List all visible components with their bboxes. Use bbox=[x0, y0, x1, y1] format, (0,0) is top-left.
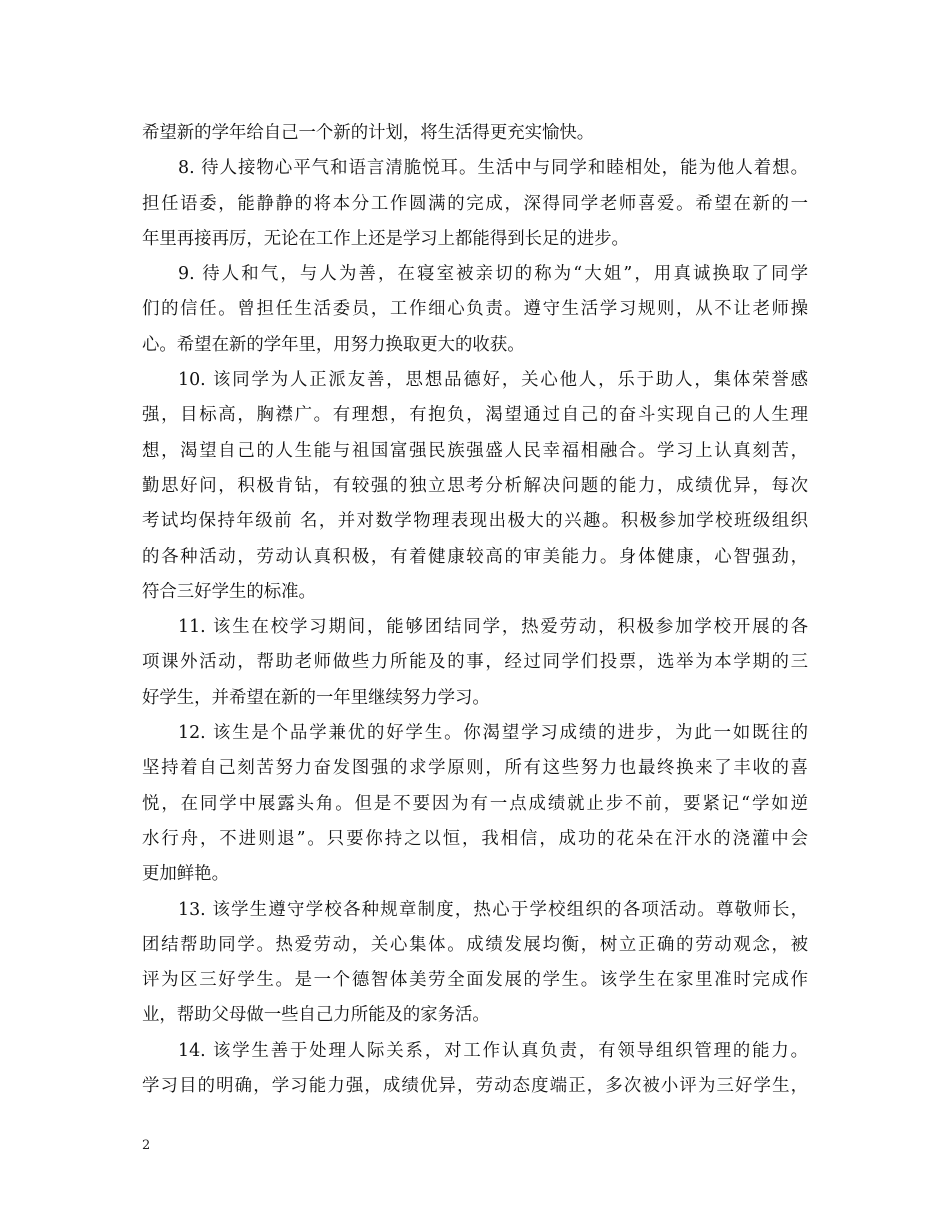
text-line: 的各种活动，劳动认真积极，有着健康较高的审美能力。身体健康，心智强劲， bbox=[142, 546, 808, 567]
text-line: 担任语委，能静静的将本分工作圆满的完成，深得同学老师喜爱。希望在新的一 bbox=[142, 193, 808, 214]
text-line: 们的信任。曾担任生活委员，工作细心负责。遵守生活学习规则，从不让老师操 bbox=[142, 299, 808, 320]
text-line: 10. 该同学为人正派友善，思想品德好，关心他人，乐于助人，集体荣誉感 bbox=[178, 370, 808, 391]
text-line: 符合三好学生的标准。 bbox=[142, 581, 316, 602]
text-line: 11. 该生在校学习期间，能够团结同学，热爱劳动，积极参加学校开展的各 bbox=[178, 617, 808, 638]
text-line: 12. 该生是个品学兼优的好学生。你渴望学习成绩的进步，为此一如既往的 bbox=[178, 723, 808, 744]
text-line: 强，目标高，胸襟广。有理想，有抱负，渴望通过自己的奋斗实现自己的人生理 bbox=[142, 405, 808, 426]
text-line: 想，渴望自己的人生能与祖国富强民族强盛人民幸福相融合。学习上认真刻苦， bbox=[142, 440, 808, 461]
text-line: 业，帮助父母做一些自己力所能及的家务活。 bbox=[142, 1005, 490, 1026]
text-line: 学习目的明确，学习能力强，成绩优异，劳动态度端正，多次被小评为三好学生， bbox=[142, 1076, 808, 1097]
text-line: 希望新的学年给自己一个新的计划，将生活得更充实愉快。 bbox=[142, 123, 595, 143]
text-line: 考试均保持年级前 名，并对数学物理表现出极大的兴趣。积极参加学校班级组织 bbox=[142, 511, 808, 532]
text-line: 14. 该学生善于处理人际关系，对工作认真负责，有领导组织管理的能力。 bbox=[178, 1040, 808, 1061]
text-line: 心。希望在新的学年里，用努力换取更大的收获。 bbox=[142, 334, 525, 355]
text-line: 团结帮助同学。热爱劳动，关心集体。成绩发展均衡，树立正确的劳动观念，被 bbox=[142, 934, 808, 955]
text-line: 好学生，并希望在新的一年里继续努力学习。 bbox=[142, 687, 490, 708]
text-line: 悦，在同学中展露头角。但是不要因为有一点成绩就止步不前，要紧记“学如逆 bbox=[142, 793, 808, 814]
text-line: 更加鲜艳。 bbox=[142, 864, 229, 885]
text-line: 勤思好问，积极肯钻，有较强的独立思考分析解决问题的能力，成绩优异，每次 bbox=[142, 475, 808, 496]
text-line: 坚持着自己刻苦努力奋发图强的求学原则，所有这些努力也最终换来了丰收的喜 bbox=[142, 758, 808, 779]
text-line: 9. 待人和气，与人为善，在寝室被亲切的称为“大姐”，用真诚换取了同学 bbox=[178, 264, 808, 285]
text-line: 年里再接再厉，无论在工作上还是学习上都能得到长足的进步。 bbox=[142, 228, 629, 249]
text-line: 评为区三好学生。是一个德智体美劳全面发展的学生。该学生在家里准时完成作 bbox=[142, 970, 808, 991]
text-line: 8. 待人接物心平气和语言清脆悦耳。生活中与同学和睦相处，能为他人着想。 bbox=[178, 158, 808, 179]
text-line: 项课外活动，帮助老师做些力所能及的事，经过同学们投票，选举为本学期的三 bbox=[142, 652, 808, 673]
page-number: 2 bbox=[142, 1138, 151, 1153]
text-line: 水行舟，不进则退”。只要你持之以恒，我相信，成功的花朵在汗水的浇灌中会 bbox=[142, 828, 808, 849]
document-body bbox=[142, 116, 808, 1104]
text-line: 13. 该学生遵守学校各种规章制度，热心于学校组织的各项活动。尊敬师长， bbox=[178, 899, 808, 920]
